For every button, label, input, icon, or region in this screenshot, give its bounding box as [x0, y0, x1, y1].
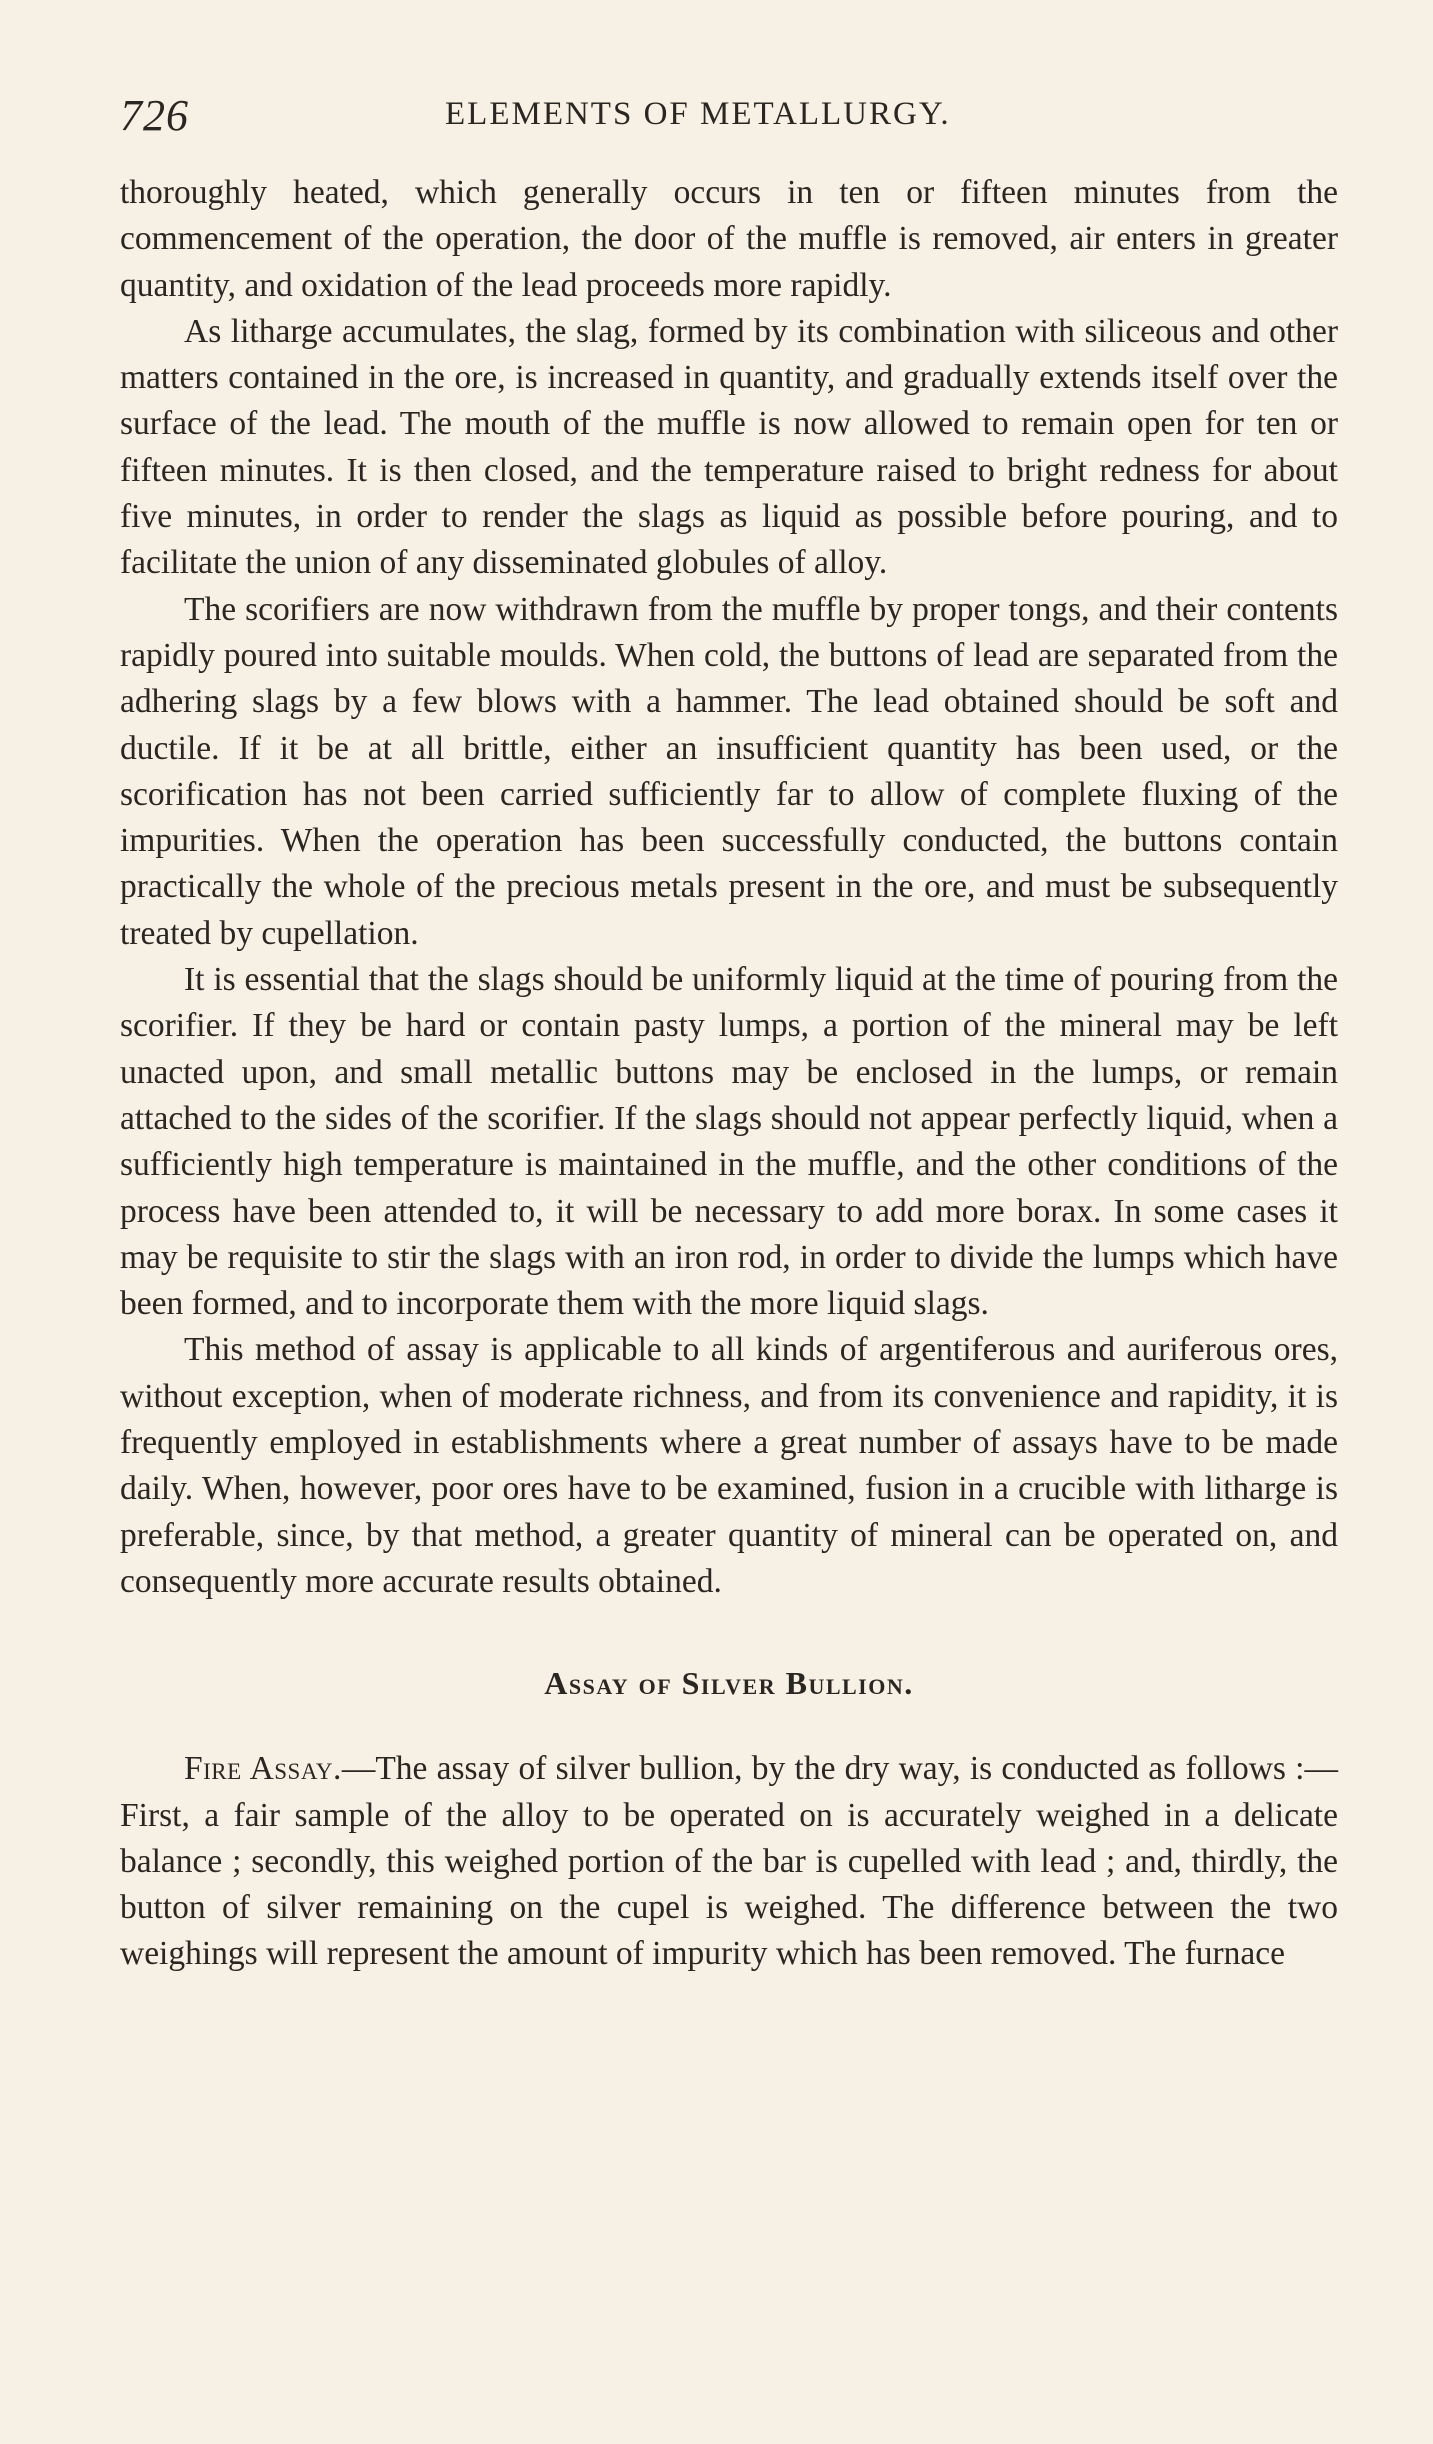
paragraph-continued: thoroughly heated, which generally occurs in ten or fifteen minutes from the commencement of the operation, the door of the muffle is removed, air enters in greater quantity, and oxidation of the lead proceeds more rapidly. [120, 174, 1338, 304]
section-heading: Assay of Silver Bullion. [544, 1665, 914, 1702]
paragraph-method: This method of assay is applicable to all kinds of argentiferous and auriferous ores, without exception, when of moderate richness, and from its convenience and rapidity, it is frequently employed in establishments where a great number of assays have to be made daily. When, however, poor ores have to be examined, fusion in a crucible with litharge is preferable, since, by that method, a greater quantity of mineral can be operated on, and consequently more accurate results obtained. [120, 1331, 1338, 1600]
paragraph-slags: It is essential that the slags should be uniformly liquid at the time of pouring from the scorifier. If they be hard or contain pasty lumps, a portion of the mineral may be left unacted upon, and small metallic buttons may be enclosed in the lumps, or remain attached to the sides of the scorifier. If the slags should not appear perfectly liquid, when a sufficiently high temperature is maintained in the muffle, and the other conditions of the process have been attended to, it will be necessary to add more borax. In some cases it may be requisite to stir the slags with an iron rod, in order to divide the lumps which have been formed, and to incorporate them with the more liquid slags. [120, 961, 1338, 1323]
paragraph-fire-assay-text: —The assay of silver bullion, by the dry way, is conducted as follows :—First, a fair sample of the alloy to be operated on is accurately weighed in a delicate balance ; secondly, this weighed portion of the bar is cupelled with lead ; and, thirdly, the button of silver remaining on the cupel is weighed. The difference between the two weighings will represent the amount of impurity which has been removed. The furnace [120, 1750, 1338, 1973]
paragraph-scorifiers: The scorifiers are now withdrawn from the muffle by proper tongs, and their contents rapidly poured into suitable moulds. When cold, the buttons of lead are separated from the adhering slags by a few blows with a hammer. The lead obtained should be soft and ductile. If it be at all brittle, either an insufficient quantity has been used, or the scorification has not been carried sufficiently far to allow of complete fluxing of the impurities. When the operation has been successfully conducted, the buttons contain practically the whole of the precious metals present in the ore, and must be subsequently treated by cupellation. [120, 590, 1338, 952]
paragraph-fire-assay [120, 1746, 1338, 1977]
body-text [120, 170, 1338, 1978]
running-head [120, 90, 1340, 140]
running-title: ELEMENTS OF METALLURGY. [445, 96, 951, 132]
paragraph-litharge: As litharge accumulates, the slag, formed by its combination with siliceous and other matters contained in the ore, is increased in quantity, and gradually extends itself over the surface of the lead. The mouth of the muffle is now allowed to remain open for ten or fifteen minutes. It is then closed, and the temperature raised to bright redness for about five minutes, in order to render the slags as liquid as possible before pouring, and to facilitate the union of any disseminated globules of alloy. [120, 312, 1338, 582]
run-in-heading: Fire Assay. [184, 1750, 342, 1788]
page-number: 726 [120, 91, 189, 140]
